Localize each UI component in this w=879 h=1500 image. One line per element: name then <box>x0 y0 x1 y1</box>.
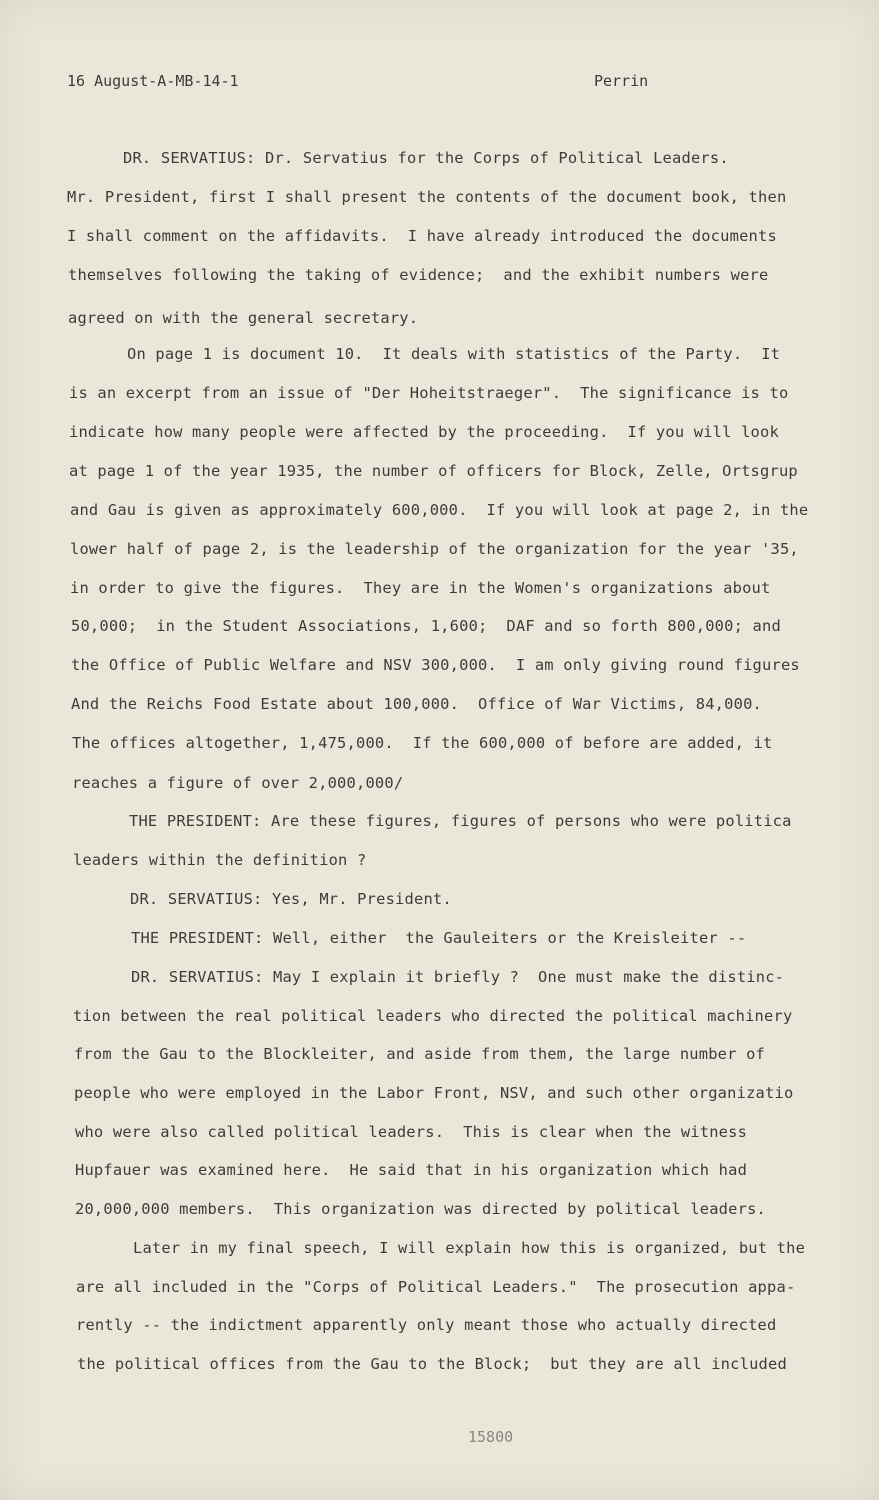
reporter-name: Perrin <box>594 72 649 90</box>
page-number: 15800 <box>468 1428 514 1446</box>
transcript-line: DR. SERVATIUS: May I explain it briefly ? One must make the distinc- <box>131 968 785 986</box>
transcript-line: tion between the real political leaders who directed the political machinery <box>73 1007 793 1025</box>
transcript-line: and Gau is given as approximately 600,000. If you will look at page 2, in the <box>70 501 809 519</box>
transcript-line: DR. SERVATIUS: Dr. Servatius for the Corps of Political Leaders. <box>123 149 729 167</box>
transcript-line: rently -- the indictment apparently only meant those who actually directed <box>76 1316 777 1334</box>
document-reference: 16 August-A-MB-14-1 <box>67 72 239 90</box>
transcript-line: 20,000,000 members. This organization was directed by political leaders. <box>75 1200 767 1218</box>
transcript-line: people who were employed in the Labor Front, NSV, and such other organizatio <box>74 1084 794 1102</box>
transcript-line: Later in my final speech, I will explain how this is organized, but the <box>133 1239 806 1257</box>
transcript-line: from the Gau to the Blockleiter, and aside from them, the large number of <box>74 1045 766 1063</box>
transcript-line: the political offices from the Gau to the Block; but they are all included <box>77 1355 787 1373</box>
transcript-line: leaders within the definition ? <box>73 851 367 869</box>
transcript-line: agreed on with the general secretary. <box>68 309 419 327</box>
transcript-line: On page 1 is document 10. It deals with statistics of the Party. It <box>127 345 781 363</box>
transcript-line: in order to give the figures. They are in the Women's organizations about <box>70 579 771 597</box>
transcript-line: lower half of page 2, is the leadership of the organization for the year '35, <box>70 540 799 558</box>
transcript-line: Mr. President, first I shall present the contents of the document book, then <box>67 188 787 206</box>
transcript-line: indicate how many people were affected by the proceeding. If you will look <box>69 423 779 441</box>
transcript-line: who were also called political leaders. This is clear when the witness <box>75 1123 748 1141</box>
transcript-line: DR. SERVATIUS: Yes, Mr. President. <box>130 890 452 908</box>
transcript-line: THE PRESIDENT: Well, either the Gauleiters or the Kreisleiter -- <box>131 929 747 947</box>
transcript-line: the Office of Public Welfare and NSV 300,000. I am only giving round figures <box>71 656 800 674</box>
transcript-line: THE PRESIDENT: Are these figures, figures of persons who were politica <box>129 812 792 830</box>
transcript-line: are all included in the "Corps of Political Leaders." The prosecution appa- <box>76 1278 796 1296</box>
transcript-line: Hupfauer was examined here. He said that in his organization which had <box>75 1161 748 1179</box>
transcript-line: 50,000; in the Student Associations, 1,600; DAF and so forth 800,000; and <box>71 617 781 635</box>
transcript-line: And the Reichs Food Estate about 100,000. Office of War Victims, 84,000. <box>71 695 763 713</box>
transcript-line: is an excerpt from an issue of "Der Hoheitstraeger". The significance is to <box>69 384 789 402</box>
transcript-line: I shall comment on the affidavits. I have already introduced the documents <box>67 227 777 245</box>
transcript-line: The offices altogether, 1,475,000. If the 600,000 of before are added, it <box>72 734 773 752</box>
transcript-line: themselves following the taking of evidence; and the exhibit numbers were <box>68 266 769 284</box>
transcript-line: at page 1 of the year 1935, the number of officers for Block, Zelle, Ortsgrup <box>69 462 798 480</box>
transcript-line: reaches a figure of over 2,000,000/ <box>72 774 404 792</box>
